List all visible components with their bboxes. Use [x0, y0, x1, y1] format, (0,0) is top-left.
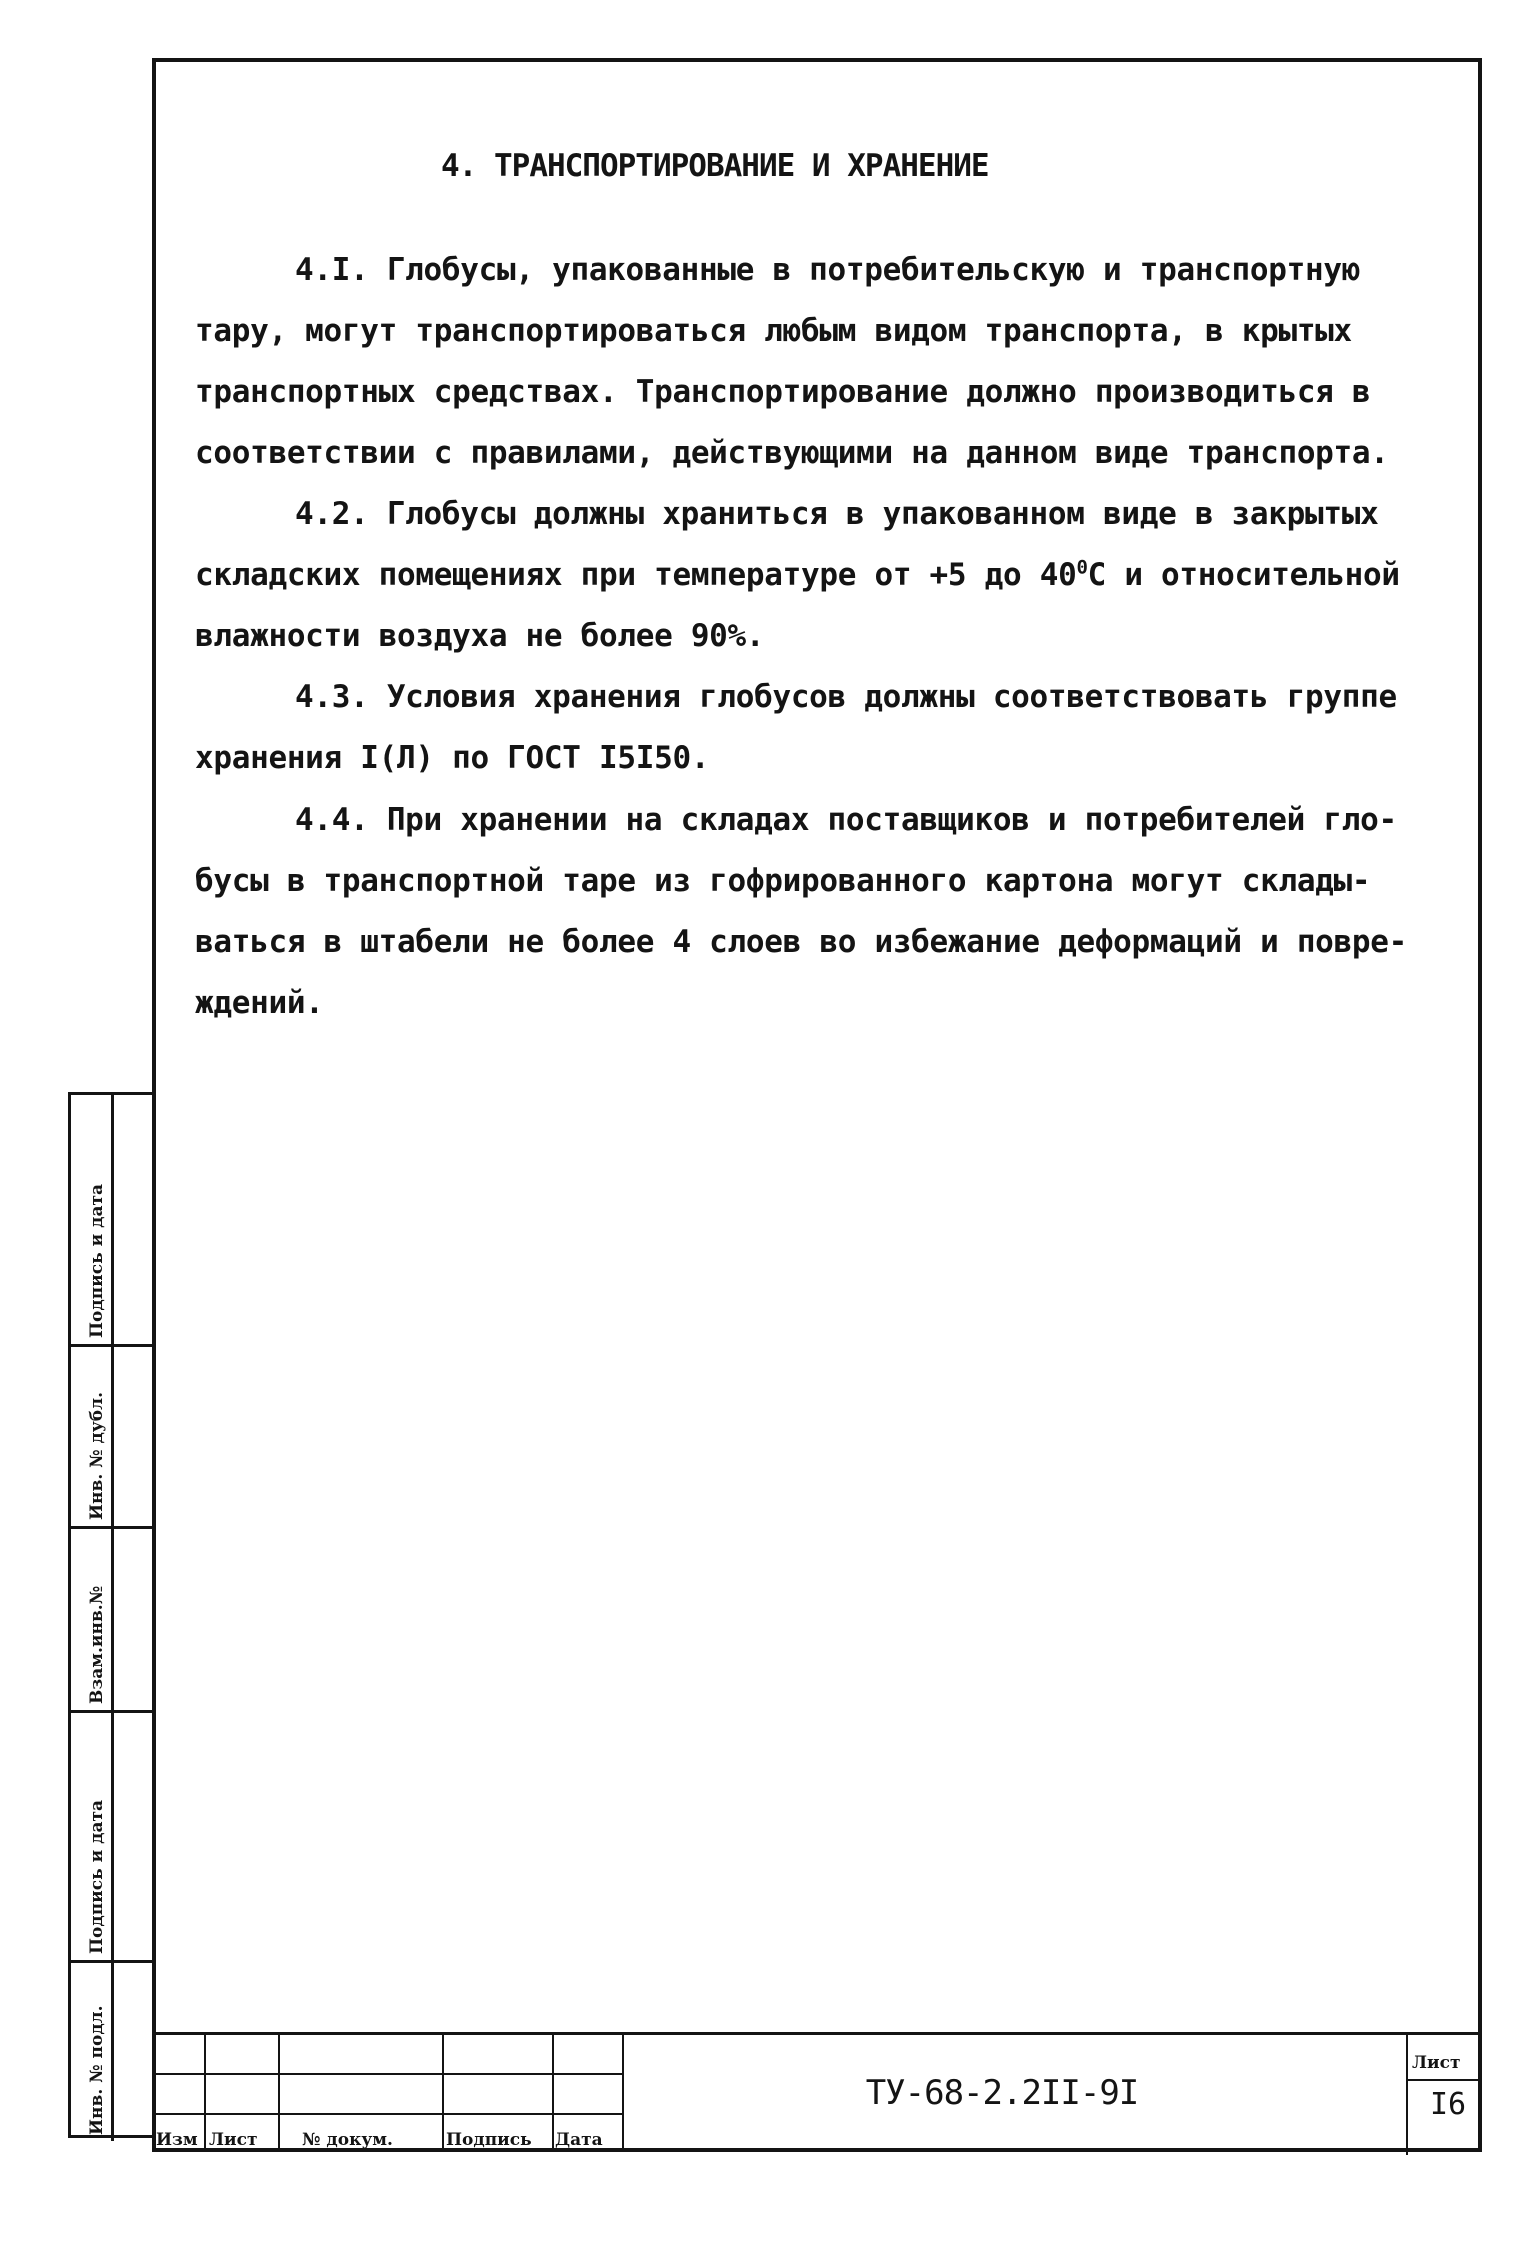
- text-line: ваться в штабели не более 4 слоев во избежание деформаций и повре-: [195, 924, 1407, 960]
- grid-line: [278, 2035, 280, 2152]
- degree-superscript: 0: [1076, 556, 1088, 579]
- side-stamp: [68, 1092, 152, 2138]
- column-caption: Дата: [555, 2130, 603, 2150]
- side-label: Инв. № дубл.: [87, 1391, 107, 1520]
- side-label: Взам.инв.№: [87, 1585, 107, 1704]
- grid-line: [204, 2035, 206, 2152]
- side-cell: [71, 1095, 152, 1347]
- paragraph-4-4: [195, 790, 1470, 1034]
- title-block: [152, 2032, 1482, 2152]
- document-code: ТУ-68-2.2II-9I: [865, 2073, 1139, 2113]
- text-line: 4.I. Глобусы, упакованные в потребительскую и транспортную: [295, 252, 1361, 288]
- grid-line: [442, 2035, 444, 2152]
- side-cell: [71, 1529, 152, 1713]
- sheet-number: I6: [1430, 2087, 1467, 2122]
- grid-line: [552, 2035, 554, 2152]
- grid-line: [622, 2035, 624, 2152]
- side-label: Подпись и дата: [87, 1183, 107, 1338]
- text-line-with-superscript: [195, 545, 1470, 606]
- column-caption: Лист: [209, 2130, 258, 2150]
- grid-line: [1406, 2079, 1482, 2081]
- text-line: 4.2. Глобусы должны храниться в упакованном виде в закрытых: [295, 496, 1379, 532]
- sheet-label: Лист: [1412, 2053, 1461, 2073]
- column-caption: Подпись: [446, 2130, 532, 2150]
- column-caption: Изм: [156, 2130, 198, 2150]
- cell-divider: [111, 1529, 114, 1710]
- text-segment: складских помещениях при температуре от +5 до 40: [195, 557, 1077, 593]
- text-line: тару, могут транспортироваться любым видом транспорта, в крытых: [195, 313, 1352, 349]
- text-line: транспортных средствах. Транспортирование должно производиться в: [195, 374, 1371, 410]
- text-line: ждений.: [195, 985, 324, 1021]
- side-label: Инв. № подл.: [87, 2005, 107, 2135]
- cell-divider: [111, 1095, 114, 1344]
- side-cell: [71, 1713, 152, 1963]
- cell-divider: [111, 1963, 114, 2141]
- text-line: соответствии с правилами, действующими на данном виде транспорта.: [195, 435, 1389, 471]
- text-segment: С и относительной: [1087, 557, 1400, 593]
- side-label: Подпись и дата: [87, 1799, 107, 1954]
- paragraph-4-2: [195, 484, 1470, 667]
- text-line: 4.3. Условия хранения глобусов должны соответствовать группе: [295, 679, 1397, 715]
- column-caption: № докум.: [302, 2130, 393, 2150]
- text-line: бусы в транспортной таре из гофрированного картона могут склады-: [195, 863, 1371, 899]
- paragraph-4-1: [195, 240, 1470, 484]
- text-line: влажности воздуха не более 90%.: [195, 618, 765, 654]
- paragraph-4-3: [195, 667, 1470, 789]
- section-title: 4. ТРАНСПОРТИРОВАНИЕ И ХРАНЕНИЕ: [441, 148, 989, 184]
- side-cell: [71, 1963, 152, 2141]
- grid-line: [1406, 2035, 1408, 2155]
- side-cell: [71, 1347, 152, 1529]
- cell-divider: [111, 1713, 114, 1960]
- text-line: 4.4. При хранении на складах поставщиков и потребителей гло-: [295, 802, 1397, 838]
- cell-divider: [111, 1347, 114, 1526]
- text-line: хранения I(Л) по ГОСТ I5I50.: [195, 740, 710, 776]
